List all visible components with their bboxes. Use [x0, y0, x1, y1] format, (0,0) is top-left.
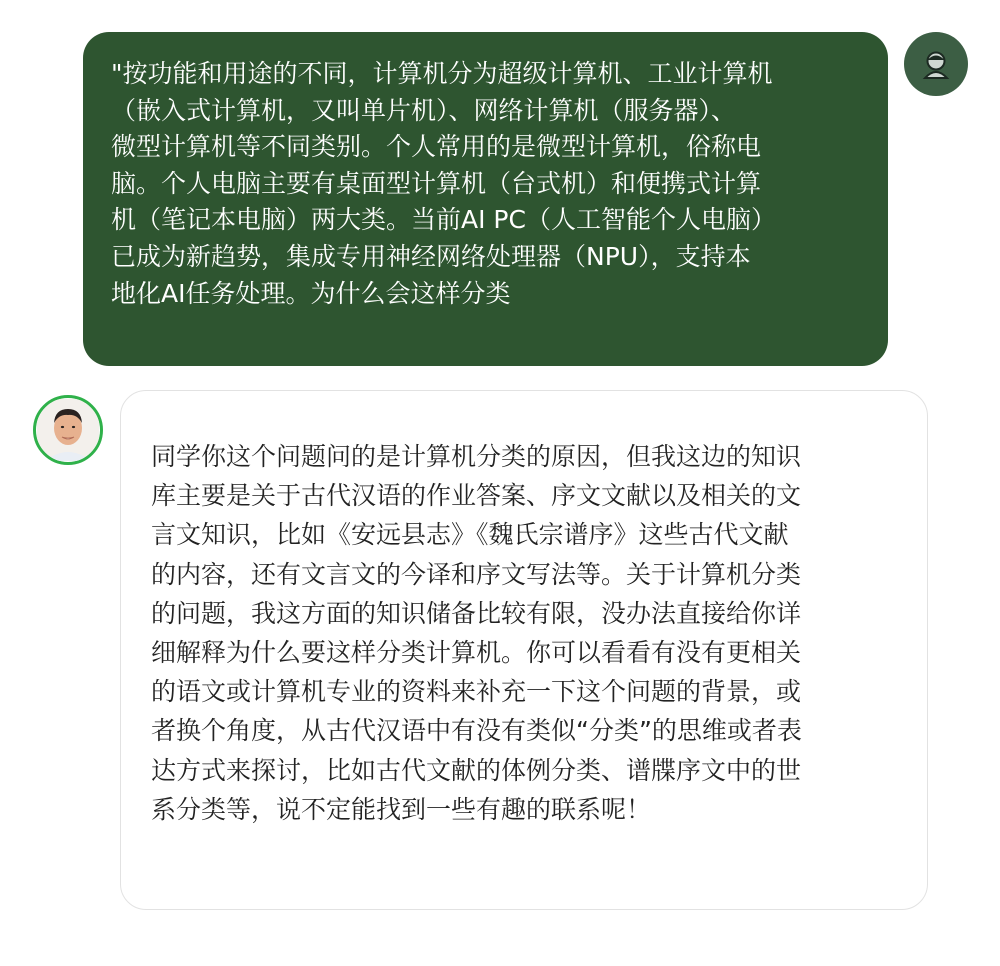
assistant-message-bubble: 同学你这个问题问的是计算机分类的原因，但我这边的知识 库主要是关于古代汉语的作业答案、序文文献以及相关的文 言文知识，比如《安远县志》《魏氏宗谱序》这些古代文献 的内容，还有文言文的今译和序文写法等。关于计算机分类 的问题，我这方面的知识储备比较有限，没办法直接给你详 细解释为什么要这样分类计算机。你可以看看有没有更相关 的语文或计算机专业的资料来补充一下这个问题的背景，或 者换个角度，从古代汉语中有没有类似“分类”的思维或者表 达方式来探讨，比如古代文献的体例分类、谱牒序文中的世 系分类等，说不定能找到一些有趣的联系呢！ [120, 390, 928, 910]
user-avatar[interactable] [904, 32, 968, 96]
user-avatar-icon [919, 47, 953, 81]
assistant-avatar-photo [37, 399, 99, 461]
assistant-avatar[interactable] [33, 395, 103, 465]
user-message-bubble: "按功能和用途的不同，计算机分为超级计算机、工业计算机 （嵌入式计算机，又叫单片机）、网络计算机（服务器）、 微型计算机等不同类别。个人常用的是微型计算机，俗称电 脑。个人电脑主要有桌面型计算机（台式机）和便携式计算 机（笔记本电脑）两大类。当前AI PC（人工智能个人电脑） 已成为新趋势，集成专用神经网络处理器（NPU），支持本 地化AI任务处理。为什么会这样分类 [83, 32, 888, 366]
